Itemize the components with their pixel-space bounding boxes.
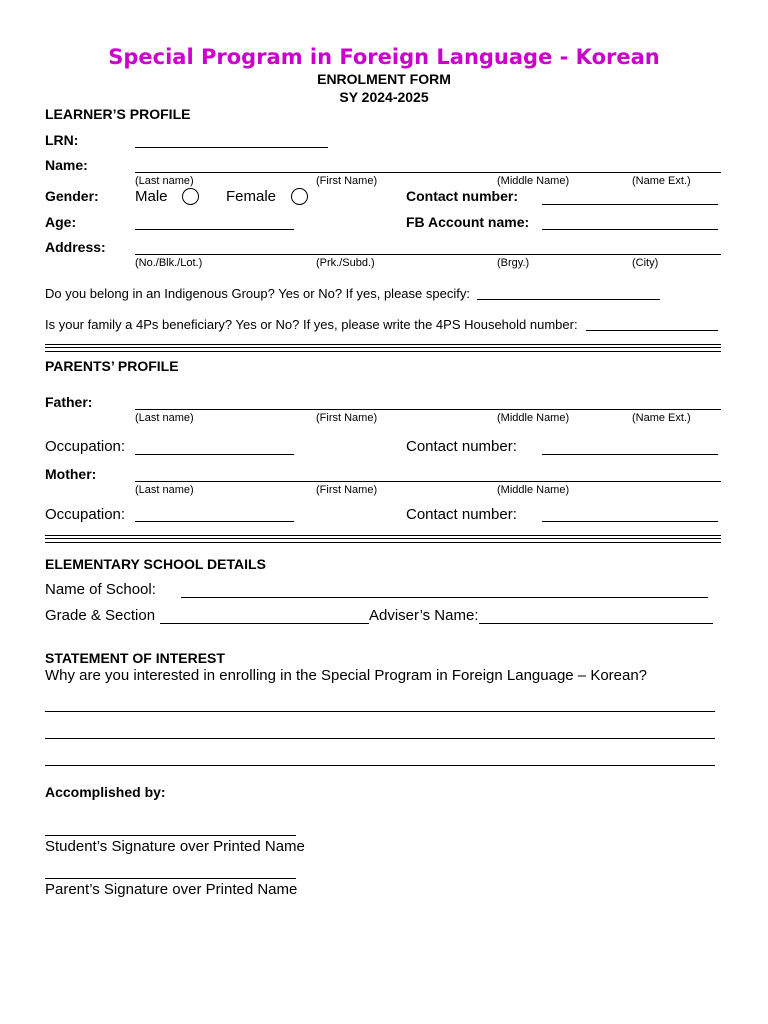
section-divider [45, 535, 721, 543]
contact-field[interactable] [542, 204, 718, 205]
address-sublabel-no: (No./Blk./Lot.) [135, 257, 203, 269]
form-name: ENROLMENT FORM [317, 71, 451, 87]
mother-name-field[interactable] [135, 481, 721, 482]
mother-sublabel-middle: (Middle Name) [497, 484, 570, 496]
grade-section-field[interactable] [160, 623, 369, 624]
elementary-heading: ELEMENTARY SCHOOL DETAILS [45, 556, 266, 572]
address-label: Address: [45, 239, 106, 255]
father-contact-label: Contact number: [406, 438, 517, 455]
school-year: SY 2024-2025 [339, 89, 429, 105]
mother-sublabel-first: (First Name) [316, 484, 378, 496]
female-label: Female [226, 188, 277, 205]
mother-occupation-field[interactable] [135, 521, 294, 522]
name-field[interactable] [135, 172, 721, 173]
form-title: Special Program in Foreign Language - Korean [108, 45, 660, 69]
gender-label: Gender: [45, 188, 99, 204]
father-contact-field[interactable] [542, 454, 718, 455]
lrn-label: LRN: [45, 132, 79, 148]
accomplished-heading: Accomplished by: [45, 784, 166, 800]
father-name-field[interactable] [135, 409, 721, 410]
interest-answer-line-1[interactable] [45, 711, 715, 712]
lrn-field[interactable] [135, 147, 328, 148]
adviser-field[interactable] [479, 623, 713, 624]
fb-label: FB Account name: [406, 214, 530, 230]
father-occupation-field[interactable] [135, 454, 294, 455]
mother-contact-field[interactable] [542, 521, 718, 522]
age-field[interactable] [135, 229, 294, 230]
school-name-label: Name of School: [45, 581, 156, 598]
father-occupation-label: Occupation: [45, 438, 126, 455]
fourps-field[interactable] [586, 330, 718, 331]
name-label: Name: [45, 157, 88, 173]
mother-contact-label: Contact number: [406, 506, 517, 523]
learner-heading: LEARNER’S PROFILE [45, 106, 191, 122]
grade-section-label: Grade & Section [45, 607, 156, 624]
name-sublabel-last: (Last name) [135, 175, 194, 187]
parent-signature-field[interactable] [45, 878, 296, 879]
parents-heading: PARENTS’ PROFILE [45, 358, 179, 374]
father-label: Father: [45, 394, 93, 410]
fourps-question: Is your family a 4Ps beneficiary? Yes or No? If yes, please write the 4PS Household number: [45, 317, 578, 332]
mother-label: Mother: [45, 466, 97, 482]
student-signature-label: Student’s Signature over Printed Name [45, 838, 305, 855]
address-field[interactable] [135, 254, 721, 255]
contact-label: Contact number: [406, 188, 518, 204]
parent-signature-label: Parent’s Signature over Printed Name [45, 881, 298, 898]
fb-field[interactable] [542, 229, 718, 230]
interest-question: Why are you interested in enrolling in the Special Program in Foreign Language – Korean? [45, 667, 648, 684]
male-label: Male [135, 188, 168, 205]
section-divider [45, 344, 721, 352]
mother-occupation-label: Occupation: [45, 506, 126, 523]
address-sublabel-prk: (Prk./Subd.) [316, 257, 375, 269]
father-sublabel-first: (First Name) [316, 412, 378, 424]
name-sublabel-ext: (Name Ext.) [632, 175, 691, 187]
mother-sublabel-last: (Last name) [135, 484, 194, 496]
school-name-field[interactable] [181, 597, 708, 598]
interest-answer-line-2[interactable] [45, 738, 715, 739]
indigenous-question: Do you belong in an Indigenous Group? Yes or No? If yes, please specify: [45, 286, 470, 301]
adviser-label: Adviser’s Name: [369, 607, 479, 624]
interest-answer-line-3[interactable] [45, 765, 715, 766]
name-sublabel-first: (First Name) [316, 175, 378, 187]
age-label: Age: [45, 214, 77, 230]
male-radio[interactable] [182, 188, 199, 205]
father-sublabel-last: (Last name) [135, 412, 194, 424]
student-signature-field[interactable] [45, 835, 296, 836]
address-sublabel-brgy: (Brgy.) [497, 257, 530, 269]
father-sublabel-ext: (Name Ext.) [632, 412, 691, 424]
father-sublabel-middle: (Middle Name) [497, 412, 570, 424]
address-sublabel-city: (City) [632, 257, 659, 269]
name-sublabel-middle: (Middle Name) [497, 175, 570, 187]
interest-heading: STATEMENT OF INTEREST [45, 650, 225, 666]
indigenous-field[interactable] [477, 299, 660, 300]
female-radio[interactable] [291, 188, 308, 205]
